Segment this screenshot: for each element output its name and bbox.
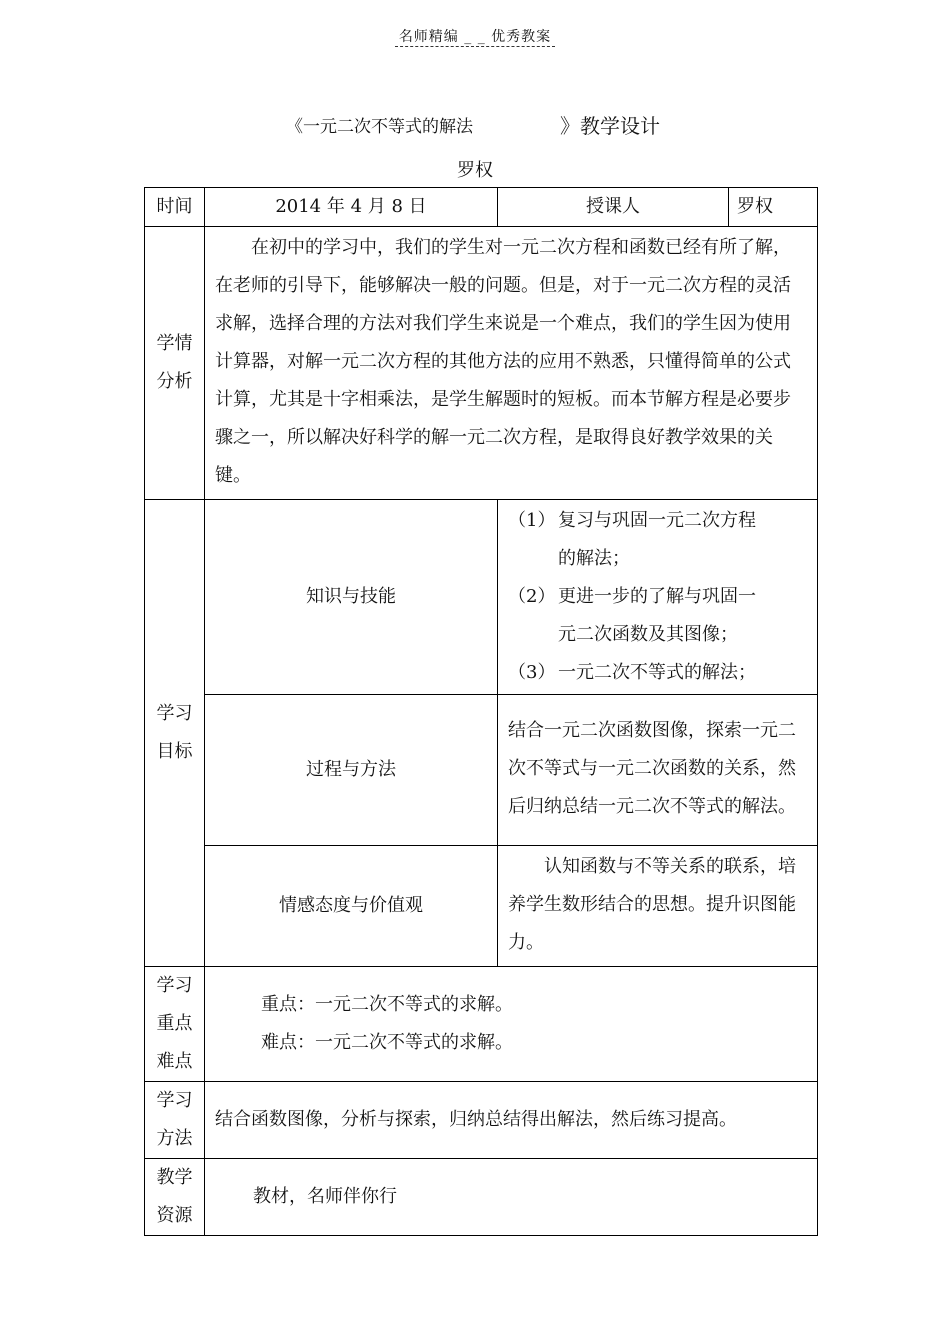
knowledge-item	[508, 654, 807, 692]
row-time	[145, 188, 818, 227]
title-right: 》教学设计	[560, 114, 660, 138]
key-point: 重点：一元二次不等式的求解。	[261, 994, 513, 1015]
method-text: 结合函数图像，分析与探索，归纳总结得出解法，然后练习提高。	[205, 1082, 818, 1159]
teacher-label: 授课人	[498, 188, 729, 227]
resource-label-2: 资源	[156, 1205, 193, 1226]
row-resource	[145, 1159, 818, 1236]
knowledge-item-num: （1）	[508, 510, 556, 531]
process-text: 结合一元二次函数图像，探索一元二次不等式与一元二次函数的关系，然后归纳总结一元二次不等式的解法。	[498, 695, 818, 846]
row-key-points	[145, 967, 818, 1082]
analysis-text: 在初中的学习中，我们的学生对一元二次方程和函数已经有所了解，在老师的引导下，能够解决一般的问题。但是，对于一元二次方程的灵活求解，选择合理的方法对我们学生来说是一个难点，我们的学生因为使用计算器，对解一元二次方程的其他方法的应用不熟悉，只懂得简单的公式计算，尤其是十字相乘法，是学生解题时的短板。而本节解方程是必要步骤之一，所以解决好科学的解一元二次方程，是取得良好教学效果的关键。	[205, 227, 818, 500]
row-goal-emotion	[145, 846, 818, 967]
resource-label	[145, 1159, 205, 1236]
teacher-value: 罗权	[729, 188, 818, 227]
key-label-1: 学习	[156, 975, 193, 996]
analysis-label-1: 学情	[156, 333, 193, 354]
method-label	[145, 1082, 205, 1159]
emotion-label: 情感态度与价值观	[205, 846, 498, 967]
process-label: 过程与方法	[205, 695, 498, 846]
knowledge-item-cont: 的解法；	[558, 548, 630, 569]
title-left: 《一元二次不等式的解法	[286, 117, 473, 137]
knowledge-item-num: （3）	[508, 662, 556, 683]
key-label	[145, 967, 205, 1082]
knowledge-item-num: （2）	[508, 586, 556, 607]
time-label: 时间	[145, 188, 205, 227]
resource-text: 教材，名师伴你行	[205, 1159, 818, 1236]
row-analysis	[145, 227, 818, 500]
goals-label-2: 目标	[156, 741, 193, 762]
knowledge-item	[508, 578, 807, 616]
method-label-2: 方法	[156, 1128, 193, 1149]
key-label-3: 难点	[156, 1051, 193, 1072]
knowledge-item	[508, 502, 807, 540]
knowledge-item-text: 一元二次不等式的解法；	[558, 662, 756, 683]
knowledge-item-cont: 元二次函数及其图像；	[558, 624, 738, 645]
page-header	[0, 26, 950, 47]
row-goal-process	[145, 695, 818, 846]
knowledge-label: 知识与技能	[205, 500, 498, 695]
knowledge-item-text: 复习与巩固一元二次方程	[558, 510, 756, 531]
header-text: 名师精编 _ _ 优秀教案	[395, 26, 555, 47]
lesson-plan-table	[144, 187, 818, 1236]
knowledge-item-text: 更进一步的了解与巩固一	[558, 586, 756, 607]
goals-label	[145, 500, 205, 967]
analysis-label-2: 分析	[156, 371, 193, 392]
row-goal-knowledge	[145, 500, 818, 695]
date-value: 2014 年 4 月 8 日	[205, 188, 498, 227]
resource-label-1: 教学	[156, 1167, 193, 1188]
knowledge-list	[498, 500, 818, 695]
key-label-2: 重点	[156, 1013, 193, 1034]
emotion-text: 认知函数与不等关系的联系，培养学生数形结合的思想。提升识图能力。	[498, 846, 818, 967]
key-content	[205, 967, 818, 1082]
goals-label-1: 学习	[156, 703, 193, 724]
row-method	[145, 1082, 818, 1159]
author: 罗权	[457, 160, 493, 181]
method-label-1: 学习	[156, 1090, 193, 1111]
difficulty-point: 难点：一元二次不等式的求解。	[261, 1032, 513, 1053]
analysis-label	[145, 227, 205, 500]
